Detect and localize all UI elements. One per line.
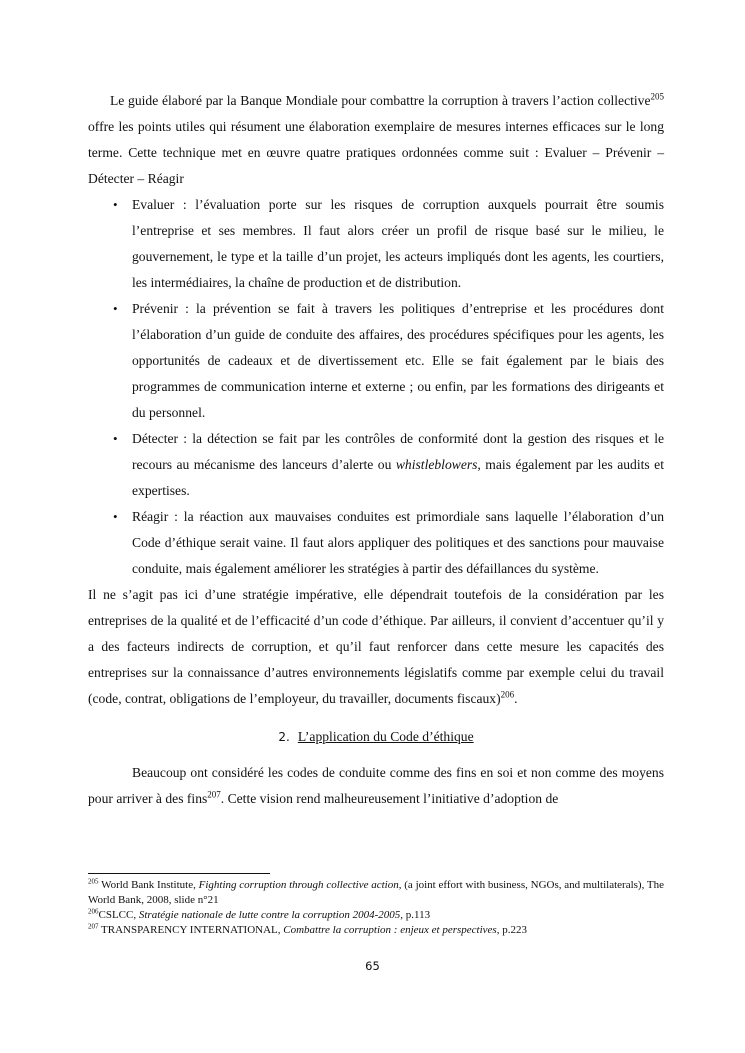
list-item-text: Détecter : la détection se fait par les contrôles de conformité dont la gestion des risques et le recours au mécanisme des lanceurs d’alerte ou: [132, 431, 664, 472]
paragraph-intro-text: Le guide élaboré par la Banque Mondiale pour combattre la corruption à travers l’action collective: [110, 93, 651, 108]
section-title: L’application du Code d’éthique: [297, 729, 474, 744]
footnote-ref-205[interactable]: 205: [650, 91, 664, 102]
paragraph-strategy-text: Il ne s’agit pas ici d’une stratégie impérative, elle dépendrait toutefois de la considération par les entreprises de la qualité et de l’efficacité d’un code d’éthique. Par ailleurs, il convient d’accentuer qu’il y a des facteurs indirects de corruption, et qu’il faut renforcer dans cette mesure les capacités des entreprises sur la connaissance d’autres environnements législatifs comme par exemple celui du travail (code, contrat, obligations de l’employeur, du travailler, documents fiscaux): [88, 587, 664, 706]
footnote-separator: [88, 873, 270, 874]
paragraph-application-text: Beaucoup ont considéré les codes de conduite comme des fins en soi et non comme des moyens pour arriver à des fins: [88, 765, 664, 806]
list-item-text: Prévenir : la prévention se fait à travers les politiques d’entreprise et les procédures dont l’élaboration d’un guide de conduite des affaires, des procédures spécifiques pour les agents, les opportunités de cadeaux et de divertissement etc. Elle se fait également par le biais des programmes de communication interne et externe ; ou enfin, par les formations des dirigeants et du personnel.: [132, 301, 664, 420]
footnote-text-cont: , (a joint effort with business, NGOs, and multilaterals), The World Bank, 2008, slide n°21: [88, 879, 664, 906]
list-item-emphasis: whistleblowers,: [395, 457, 481, 472]
footnote-ref-207[interactable]: 207: [207, 789, 221, 800]
section-heading: [88, 724, 664, 750]
list-item-reagir: [88, 504, 664, 582]
list-item-evaluer: [88, 192, 664, 296]
footnote-text: CSLCC,: [98, 909, 139, 921]
bullet-icon: •: [113, 301, 118, 316]
footnote-207: [88, 923, 664, 938]
list-item-text: Evaluer : l’évaluation porte sur les risques de corruption auxquels pourrait être soumis l’entreprise et ses membres. Il faut alors créer un profil de risque basé sur le milieu, le gouvernement, le type et la taille d’un projet, les acteurs impliqués dont les agents, les courtiers, les intermédiaires, la chaîne de production et de distribution.: [132, 197, 664, 290]
footnote-ref-206[interactable]: 206: [500, 689, 515, 700]
paragraph-application-text-cont: . Cette vision rend malheureusement l’initiative d’adoption de: [220, 791, 559, 806]
page-number: 65: [365, 959, 380, 973]
list-item-detecter: [88, 426, 664, 504]
footnote-title: Fighting corruption through collective action: [198, 879, 399, 891]
list-item-text: Réagir : la réaction aux mauvaises conduites est primordiale sans laquelle l’élaboration d’un Code d’éthique serait vaine. Il faut alors appliquer des politiques et des sanctions pour mauvaise conduite, mais également améliorer les stratégies à partir des défaillances du système.: [132, 509, 664, 576]
paragraph-application: [88, 760, 664, 812]
footnote-text-cont: , p.113: [400, 909, 431, 921]
footnote-text: World Bank Institute,: [98, 879, 199, 891]
bullet-icon: •: [113, 197, 118, 212]
footnote-206: [88, 908, 664, 923]
bullet-icon: •: [113, 509, 118, 524]
list-item-prevenir: [88, 296, 664, 426]
footnote-number: 205: [88, 877, 99, 886]
footnote-title: Combattre la corruption : enjeux et perspectives: [283, 924, 497, 936]
footnote-number: 207: [88, 922, 99, 931]
footnote-text-cont: , p.223: [496, 924, 527, 936]
footnote-text: TRANSPARENCY INTERNATIONAL,: [98, 924, 284, 936]
footnote-number: 206: [88, 907, 99, 916]
paragraph-intro: [88, 88, 664, 192]
footnote-title: Stratégie nationale de lutte contre la corruption 2004-2005: [138, 909, 401, 921]
bullet-icon: •: [113, 431, 118, 446]
body-text: [88, 88, 664, 812]
paragraph-intro-text-cont: offre les points utiles qui résument une élaboration exemplaire de mesures internes efficaces sur le long terme. Cette technique met en œuvre quatre pratiques ordonnées comme suit : Evaluer – Prévenir – Détecter – Réagir: [88, 119, 664, 186]
footnotes: [88, 878, 664, 938]
list-item-text-cont: mais également par les audits et expertises.: [132, 457, 664, 498]
paragraph-strategy-end: .: [514, 691, 518, 706]
paragraph-strategy: [88, 582, 664, 712]
section-number: 2.: [278, 730, 290, 744]
footnote-205: [88, 878, 664, 908]
practices-list: [88, 192, 664, 582]
